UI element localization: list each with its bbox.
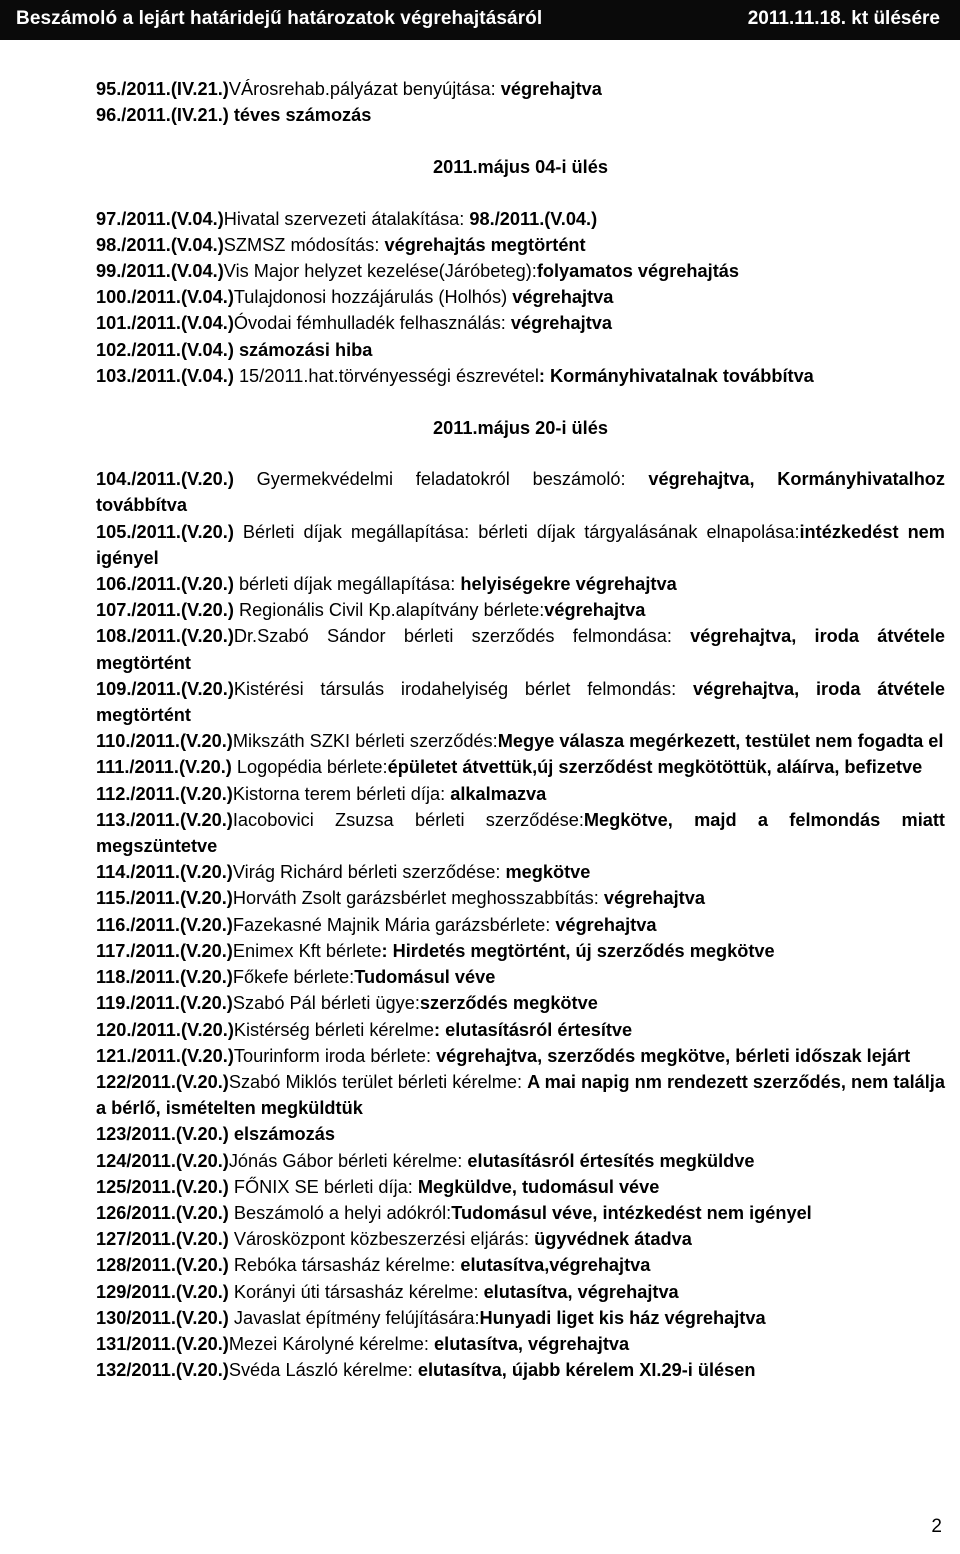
bold-text: 128/2011.(V.20.)	[96, 1255, 234, 1276]
bold-text: 97./2011.(V.04.)	[96, 208, 224, 229]
resolution-entry	[96, 807, 945, 859]
entry-text: 15/2011.hat.törvényességi észrevétel	[238, 365, 539, 386]
resolution-entry	[96, 885, 945, 911]
entry-text: Regionális Civil Kp.alapítvány bérlete:	[238, 600, 545, 621]
resolution-entry	[96, 363, 945, 389]
bold-text: 115./2011.(V.20.)	[96, 888, 233, 909]
bold-text: 129/2011.(V.20.)	[96, 1281, 234, 1302]
bold-text: végrehajtás megtörtént	[384, 234, 586, 255]
document-body	[96, 76, 945, 1383]
bold-text: intézkedést nem igényel	[96, 521, 945, 568]
resolution-entry	[96, 1069, 945, 1121]
entry-text: Korányi úti társasház kérelme:	[233, 1281, 484, 1302]
bold-text: 100./2011.(V.04.)	[96, 287, 234, 308]
bold-text: 131/2011.(V.20.)	[96, 1333, 229, 1354]
bold-text: : Kormányhivatalnak továbbítva	[538, 365, 814, 386]
bold-text: helyiségekre végrehajtva	[460, 574, 677, 595]
bold-text: végrehajtva, Kormányhivatalhoz továbbítva	[96, 469, 946, 516]
resolution-entry	[96, 206, 945, 232]
bold-text: végrehajtva, szerződés megkötve, bérleti időszak lejárt	[436, 1045, 911, 1066]
resolution-entry	[96, 1331, 945, 1357]
resolution-entry	[96, 337, 945, 363]
bold-text: ügyvédnek átadva	[534, 1229, 692, 1250]
bold-text: 112./2011.(V.20.)	[96, 783, 233, 804]
bold-text: 99./2011.(V.04.)	[96, 261, 224, 282]
bold-text: megkötve	[505, 862, 591, 883]
entry-text: Iacobovici Zsuzsa bérleti szerződése:	[232, 809, 584, 830]
entry-text: Logopédia bérlete:	[236, 757, 388, 778]
entry-text: Enimex Kft bérlete	[232, 940, 382, 961]
entry-text: FŐNIX SE bérleti díja:	[233, 1176, 418, 1197]
entry-text: Kistorna terem bérleti díja:	[232, 783, 451, 804]
bold-text: elutasítva, végrehajtva	[483, 1281, 679, 1302]
resolution-entry	[96, 310, 945, 336]
bold-text: 116./2011.(V.20.)	[96, 914, 233, 935]
bold-text: végrehajtva	[512, 287, 614, 308]
bold-text: elutasításról értesítés megküldve	[467, 1150, 755, 1171]
resolution-entry	[96, 519, 945, 571]
bold-text: elszámozás	[233, 1124, 335, 1145]
resolution-entry	[96, 1121, 945, 1147]
bold-text: 106./2011.(V.20.)	[96, 574, 239, 595]
resolution-entry	[96, 990, 945, 1016]
resolution-entry	[96, 1226, 945, 1252]
resolution-entry	[96, 284, 945, 310]
bold-text: Megkötve, majd a felmondás miatt megszüntetve	[96, 809, 945, 857]
bold-text: végrehajtva	[555, 914, 657, 935]
resolution-entry	[96, 1357, 945, 1383]
bold-text: 125/2011.(V.20.)	[96, 1176, 234, 1197]
entry-text: Jónás Gábor bérleti kérelme:	[228, 1150, 468, 1171]
resolution-entry	[96, 964, 945, 990]
resolution-entry	[96, 781, 945, 807]
bold-text: 96./2011.(IV.21.)	[96, 105, 234, 126]
entry-text: Rebóka társasház kérelme:	[233, 1255, 461, 1276]
resolution-entry	[96, 466, 945, 518]
entry-text: Horváth Zsolt garázsbérlet meghosszabbítás:	[232, 888, 604, 909]
entry-text: Mezei Károlyné kérelme:	[228, 1333, 435, 1354]
bold-text: elutasítva, végrehajtva	[434, 1333, 630, 1354]
bold-text: 119./2011.(V.20.)	[96, 993, 233, 1014]
bold-text: 101./2011.(V.04.)	[96, 313, 234, 334]
entry-text: Kistérési társulás irodahelyiség bérlet felmondás:	[233, 678, 694, 699]
entry-text: Vis Major helyzet kezelése(Járóbeteg):	[223, 261, 537, 282]
resolution-entry	[96, 623, 945, 675]
entry-text: Tourinform iroda bérlete:	[233, 1045, 437, 1066]
bold-text: Hunyadi liget kis ház végrehajtva	[479, 1307, 766, 1328]
bold-text: számozási hiba	[238, 339, 373, 360]
resolution-entry	[96, 1017, 945, 1043]
bold-text: Megye válasza megérkezett, testület nem fogadta el	[497, 731, 944, 752]
bold-text: 118./2011.(V.20.)	[96, 967, 233, 988]
resolution-entry	[96, 912, 945, 938]
bold-text: alkalmazva	[450, 783, 547, 804]
resolution-entry	[96, 76, 945, 102]
bold-text: 111./2011.(V.20.)	[96, 757, 237, 778]
entry-text: Mikszáth SZKI bérleti szerződés:	[232, 731, 498, 752]
entry-text: Dr.Szabó Sándor bérleti szerződés felmondása:	[233, 626, 691, 647]
bold-text: 110./2011.(V.20.)	[96, 731, 233, 752]
resolution-entry	[96, 859, 945, 885]
resolution-entry	[96, 232, 945, 258]
resolution-entry	[96, 597, 945, 623]
bold-text: 108./2011.(V.20.)	[96, 626, 234, 647]
resolution-entry	[96, 938, 945, 964]
resolution-entry	[96, 571, 945, 597]
bold-text: Megküldve, tudomásul véve	[417, 1176, 660, 1197]
resolution-entry	[96, 728, 945, 754]
bold-text: 104./2011.(V.20.)	[96, 469, 257, 490]
bold-text: végrehajtva	[500, 79, 602, 99]
entry-text: Szabó Pál bérleti ügye:	[232, 993, 420, 1014]
bold-text: téves számozás	[233, 105, 372, 126]
bold-text: 103./2011.(V.04.)	[96, 365, 239, 386]
bold-text: 105./2011.(V.20.)	[96, 521, 243, 542]
bold-text: 117./2011.(V.20.)	[96, 940, 233, 961]
entry-text: SZMSZ módosítás:	[223, 234, 385, 255]
resolution-entry	[96, 1043, 945, 1069]
bold-text: 124/2011.(V.20.)	[96, 1150, 229, 1171]
bold-text: 126/2011.(V.20.)	[96, 1202, 234, 1223]
document-title: Beszámoló a lejárt határidejű határozatok végrehajtásáról	[16, 8, 543, 29]
bold-text: 107./2011.(V.20.)	[96, 600, 239, 621]
entry-text: bérleti díjak megállapítása:	[238, 574, 461, 595]
entry-text: Hivatal szervezeti átalakítása:	[223, 208, 470, 229]
bold-text: végrehajtva, iroda átvétele megtörtént	[96, 626, 945, 673]
bold-text: elutasítva,végrehajtva	[460, 1255, 651, 1276]
bold-text: végrehajtva	[544, 600, 646, 621]
bold-text: szerződés megkötve	[419, 993, 598, 1014]
bold-text: : Hirdetés megtörtént, új szerződés megkötve	[381, 940, 775, 961]
bold-text: 120./2011.(V.20.)	[96, 1019, 234, 1040]
bold-text: 102./2011.(V.04.)	[96, 339, 239, 360]
bold-text: végrehajtva, iroda átvétele megtörtént	[96, 678, 946, 726]
bold-text: folyamatos végrehajtás	[536, 261, 739, 282]
meeting-heading: 2011.május 04-i ülés	[433, 157, 608, 178]
page-number: 2	[931, 1516, 942, 1537]
entry-text: Beszámoló a helyi adókról:	[233, 1202, 452, 1223]
entry-text: Svéda László kérelme:	[228, 1360, 418, 1381]
resolution-entry	[96, 102, 945, 128]
bold-text: végrehajtva	[510, 313, 612, 334]
bold-text: 127/2011.(V.20.)	[96, 1229, 234, 1250]
entry-text: VÁrosrehab.pályázat benyújtása:	[228, 79, 501, 99]
bold-text: 132/2011.(V.20.)	[96, 1360, 229, 1381]
resolution-entry	[96, 258, 945, 284]
resolution-entry	[96, 1148, 945, 1174]
bold-text: 95./2011.(IV.21.)	[96, 79, 229, 99]
page-header	[0, 0, 960, 40]
bold-text: A mai napig nm rendezett szerződés, nem találja a bérlő, ismételten megküldtük	[96, 1071, 945, 1119]
entry-text: Óvodai fémhulladék felhasználás:	[233, 313, 511, 334]
meeting-date: 2011.11.18. kt ülésére	[747, 8, 940, 29]
meeting-heading: 2011.május 20-i ülés	[433, 418, 608, 439]
resolution-entry	[96, 1279, 945, 1305]
bold-text: 113./2011.(V.20.)	[96, 809, 233, 830]
resolution-entry	[96, 676, 945, 728]
bold-text: épületet átvettük,új szerződést megkötöttük, aláírva, befizetve	[387, 757, 923, 778]
bold-text: 122/2011.(V.20.)	[96, 1071, 229, 1092]
entry-text: Javaslat építmény felújítására:	[233, 1307, 480, 1328]
entry-text: Kistérség bérleti kérelme	[233, 1019, 435, 1040]
entry-text: Bérleti díjak megállapítása: bérleti díjak tárgyalásának elnapolása:	[242, 521, 800, 542]
resolution-entry	[96, 1174, 945, 1200]
bold-text: 121./2011.(V.20.)	[96, 1045, 234, 1066]
entry-text: Gyermekvédelmi feladatokról beszámoló:	[256, 469, 649, 490]
bold-text: elutasítva, újabb kérelem XI.29-i ülésen	[417, 1360, 756, 1381]
bold-text: 130/2011.(V.20.)	[96, 1307, 234, 1328]
entry-text: Szabó Miklós terület bérleti kérelme:	[228, 1071, 528, 1092]
resolution-entry	[96, 754, 945, 780]
entry-text: Virág Richárd bérleti szerződése:	[232, 862, 506, 883]
resolution-entry	[96, 1305, 945, 1331]
bold-text: 109./2011.(V.20.)	[96, 678, 234, 699]
resolution-entry	[96, 1200, 945, 1226]
bold-text: 123/2011.(V.20.)	[96, 1124, 234, 1145]
resolution-entry	[96, 1252, 945, 1278]
bold-text: : elutasításról értesítve	[434, 1019, 633, 1040]
entry-text: Városközpont közbeszerzési eljárás:	[233, 1229, 535, 1250]
bold-text: Tudomásul véve, intézkedést nem igényel	[451, 1202, 812, 1223]
entry-text: Fazekasné Majnik Mária garázsbérlete:	[232, 914, 556, 935]
bold-text: Tudomásul véve	[354, 967, 496, 988]
bold-text: végrehajtva	[603, 888, 705, 909]
entry-text: Tulajdonosi hozzájárulás (Holhós)	[233, 287, 513, 308]
bold-text: 114./2011.(V.20.)	[96, 862, 233, 883]
entry-text: Főkefe bérlete:	[232, 967, 355, 988]
bold-text: 98./2011.(V.04.)	[96, 234, 224, 255]
bold-text: 98./2011.(V.04.)	[469, 208, 598, 229]
